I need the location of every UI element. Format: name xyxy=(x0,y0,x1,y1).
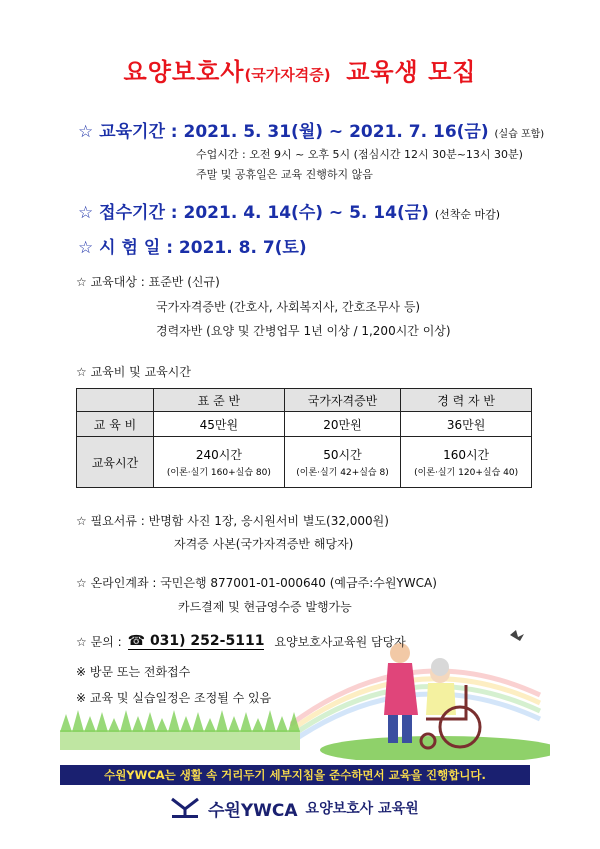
weekend-note: 주말 및 공휴일은 교육 진행하지 않음 xyxy=(196,168,373,181)
table-cell: 160시간 (이론·실기 120+실습 40) xyxy=(401,437,532,488)
target-line-2: 국가자격증반 (간호사, 사회복지사, 간호조무사 등) xyxy=(156,300,421,314)
table-row xyxy=(77,412,532,437)
phone-number: ☎ 031) 252-5111 xyxy=(127,633,265,649)
table-row xyxy=(77,437,532,488)
table-cell: 20만원 xyxy=(284,412,400,437)
note-1: ※ 방문 또는 전화접수 xyxy=(76,665,191,679)
row-label: 교 육 비 xyxy=(77,412,154,437)
table-header-cell xyxy=(77,389,154,412)
logo-subtitle: 요양보호사 교육원 xyxy=(305,801,419,817)
table-cell: 36만원 xyxy=(401,412,532,437)
class-time: 수업시간 : 오전 9시 ~ 오후 5시 (점심시간 12시 30분~13시 30분) xyxy=(196,148,523,161)
exam-date: ☆ 시 험 일 : 2021. 8. 7(토) xyxy=(78,238,307,258)
row-label: 교육시간 xyxy=(77,437,154,488)
account-line-2: 카드결제 및 현금영수증 발행가능 xyxy=(178,600,352,614)
grass-decoration xyxy=(60,700,300,750)
fee-table xyxy=(76,388,532,488)
note-2: ※ 교육 및 실습일정은 조정될 수 있음 xyxy=(76,691,272,705)
table-cell: 45만원 xyxy=(154,412,285,437)
contact-row: ☆ 문의 : ☎ 031) 252-5111 요양보호사교육원 담당자 xyxy=(76,633,406,649)
logo-name: 수원YWCA xyxy=(208,800,298,821)
education-period: ☆ 교육기간 : 2021. 5. 31(월) ~ 2021. 7. 16(금) (실습 포함) xyxy=(78,122,545,142)
covid-notice-banner: 수원YWCA는 생활 속 거리두기 세부지침을 준수하면서 교육을 진행합니다. xyxy=(60,765,530,785)
table-header-row xyxy=(77,389,532,412)
account-line-1: ☆ 온라인계좌 : 국민은행 877001-01-000640 (예금주:수원YWCA) xyxy=(76,576,437,590)
table-header-cell: 경 력 자 반 xyxy=(401,389,532,412)
application-period: ☆ 접수기간 : 2021. 4. 14(수) ~ 5. 14(금) (선착순 마감) xyxy=(78,203,501,223)
page-title: 요양보호사(국가자격증) 교육생 모집 xyxy=(123,58,477,86)
ywca-logo-icon xyxy=(170,797,200,819)
documents-line-2: 자격증 사본(국가자격증반 해당자) xyxy=(174,537,354,551)
ywca-logo xyxy=(170,795,419,821)
target-line-3: 경력자반 (요양 및 간병업무 1년 이상 / 1,200시간 이상) xyxy=(156,324,451,338)
table-header-cell: 표 준 반 xyxy=(154,389,285,412)
table-cell: 240시간 (이론·실기 160+실습 80) xyxy=(154,437,285,488)
target-line-1: ☆ 교육대상 : 표준반 (신규) xyxy=(76,275,220,289)
fee-heading: ☆ 교육비 및 교육시간 xyxy=(76,365,191,379)
table-header-cell: 국가자격증반 xyxy=(284,389,400,412)
documents-line-1: ☆ 필요서류 : 반명함 사진 1장, 응시원서비 별도(32,000원) xyxy=(76,514,389,528)
table-cell: 50시간 (이론·실기 42+실습 8) xyxy=(284,437,400,488)
